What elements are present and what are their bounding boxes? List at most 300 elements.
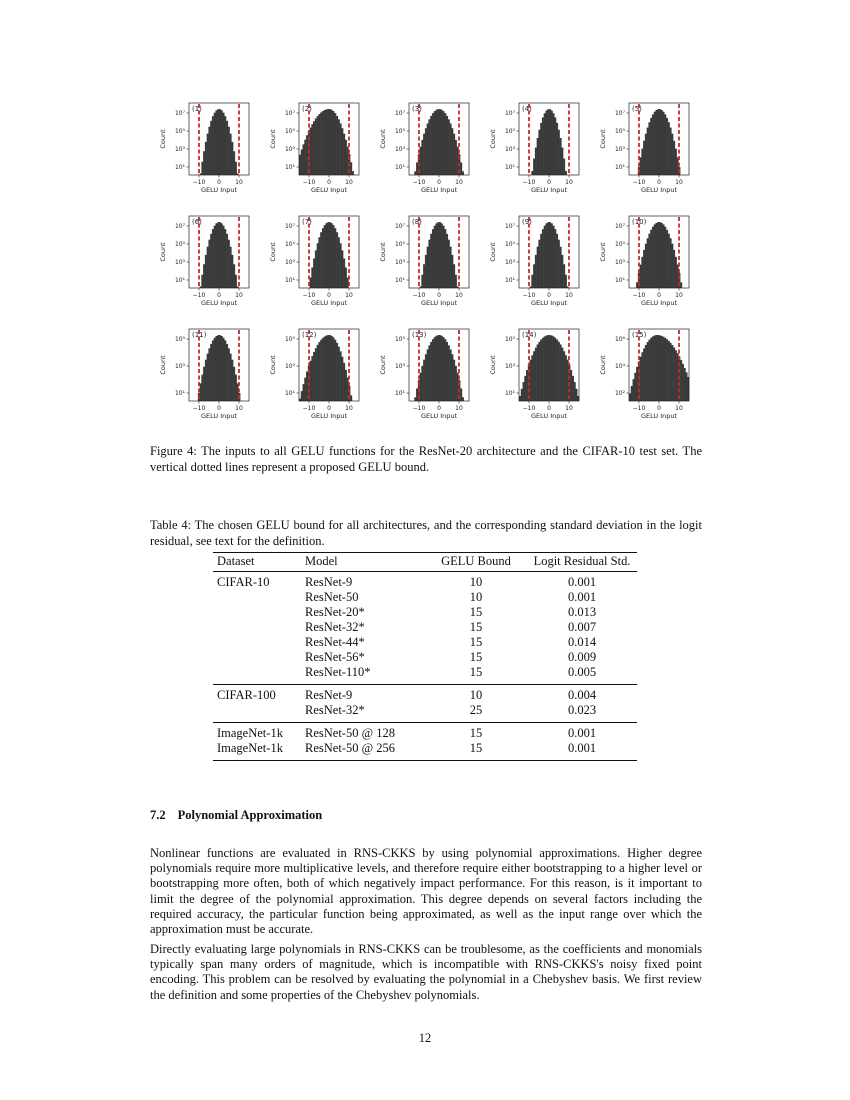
histogram-bar <box>317 116 319 175</box>
histogram-bar <box>343 134 345 175</box>
histogram-bar <box>205 142 207 175</box>
histogram-bar <box>214 226 216 288</box>
histogram-bar <box>336 116 338 175</box>
histogram-bar <box>654 112 656 175</box>
histogram-bar <box>563 159 565 175</box>
x-tick-label: 10 <box>345 179 353 186</box>
histogram-bar <box>217 335 219 401</box>
histogram-bar <box>327 335 329 401</box>
histogram-bar <box>547 109 549 175</box>
histogram-bar <box>231 255 233 288</box>
x-tick-label: −10 <box>522 405 536 412</box>
histogram-bar <box>317 345 319 401</box>
histogram-panel <box>159 329 249 420</box>
gelu-histogram-figure <box>150 96 702 432</box>
histogram-bar <box>652 227 654 288</box>
histogram-panel <box>599 329 689 420</box>
y-tick-label: 10³ <box>504 146 515 153</box>
histogram-bar <box>350 162 352 175</box>
cell-logit-std: 0.023 <box>567 703 597 717</box>
histogram-bar <box>207 247 209 288</box>
histogram-bar <box>208 348 210 401</box>
y-tick-label: 10³ <box>174 146 185 153</box>
y-axis-label: Count <box>159 355 167 375</box>
y-tick-label: 10³ <box>284 146 295 153</box>
histogram-bar <box>322 338 324 401</box>
histogram-bar <box>434 337 436 401</box>
histogram-bar <box>345 268 347 289</box>
panel-label: (9) <box>522 218 532 226</box>
histogram-bar <box>652 114 654 175</box>
histogram-bar <box>310 361 312 401</box>
table-row <box>213 605 637 620</box>
histogram-bar <box>437 335 439 401</box>
histogram-bar <box>663 337 665 401</box>
histogram-bar <box>671 134 673 175</box>
histogram-bar <box>329 335 331 401</box>
x-axis-label: GELU Input <box>200 412 238 420</box>
cell-model: ResNet-32* <box>305 620 365 634</box>
y-axis-label: Count <box>269 355 277 375</box>
histogram-bar <box>668 341 670 401</box>
histogram-bar <box>526 370 528 401</box>
histogram-bar <box>327 109 329 175</box>
section-number: 7.2 <box>150 808 166 822</box>
histogram-bar <box>451 128 453 175</box>
histogram-bar <box>331 223 333 288</box>
histogram-bar <box>560 247 562 288</box>
cell-dataset: ImageNet-1k <box>213 741 301 761</box>
panel-label: (14) <box>522 331 537 339</box>
y-tick-label: 10¹ <box>394 277 405 284</box>
histogram-bar <box>423 134 425 175</box>
histogram-bar <box>441 223 443 288</box>
histogram-bar <box>636 282 638 288</box>
histogram-bar <box>435 223 437 288</box>
y-tick-label: 10³ <box>504 363 515 370</box>
histogram-bar <box>212 116 214 175</box>
cell-gelu-bound: 15 <box>425 723 527 742</box>
y-tick-label: 10⁵ <box>174 336 185 343</box>
histogram-bar <box>430 234 432 288</box>
cell-model: ResNet-9 <box>305 575 353 589</box>
body-paragraph: Directly evaluating large polynomials in RNS-CKKS can be troublesome, as the coefficients and monomials typically span many orders of magnitude, which is incompatible with RNS-CKKS's noisy fixed point encoding. This problem can be resolved by evaluating the polynomial in a Chebyshev basis. We first review the definition and some properties of the Chebyshev polynomials. <box>150 942 702 1002</box>
histogram-bar <box>558 342 560 401</box>
histogram-bar <box>428 345 430 401</box>
histogram-bar <box>446 342 448 401</box>
histogram-bar <box>425 354 427 401</box>
histogram-bar <box>685 372 687 401</box>
x-tick-label: 10 <box>235 405 243 412</box>
histogram-bar <box>663 224 665 288</box>
histogram-bar <box>652 336 654 401</box>
histogram-bar <box>670 343 672 401</box>
histogram-bar <box>544 336 546 401</box>
histogram-panel <box>269 329 359 420</box>
histogram-bar <box>331 110 333 175</box>
histogram-bar <box>641 352 643 401</box>
histogram-bar <box>313 121 315 175</box>
histogram-bar <box>430 342 432 401</box>
y-tick-label: 10⁷ <box>174 110 185 117</box>
histogram-bar <box>682 364 684 401</box>
y-axis-label: Count <box>159 129 167 149</box>
panel-label: (15) <box>632 331 647 339</box>
histogram-bar <box>340 243 342 288</box>
histogram-bar <box>661 110 663 175</box>
cell-model: ResNet-9 <box>301 685 425 704</box>
cell-logit-std: 0.001 <box>527 741 637 761</box>
x-tick-label: 0 <box>217 179 221 186</box>
histogram-bar <box>214 113 216 175</box>
cell-gelu-bound: 10 <box>469 575 483 589</box>
x-tick-label: 0 <box>657 405 661 412</box>
x-tick-label: −10 <box>632 405 646 412</box>
y-tick-label: 10⁵ <box>394 336 405 343</box>
y-axis-label: Count <box>379 242 387 262</box>
histogram-bar <box>223 113 225 175</box>
histogram-bar <box>333 225 335 288</box>
histogram-bar <box>207 134 209 175</box>
y-tick-label: 10⁷ <box>394 223 405 230</box>
x-tick-label: −10 <box>192 405 206 412</box>
histogram-bar <box>306 371 308 401</box>
cell-dataset <box>213 620 301 635</box>
y-tick-label: 10² <box>614 390 625 397</box>
x-tick-label: 0 <box>657 179 661 186</box>
histogram-bar <box>448 345 450 401</box>
histogram-bar <box>224 340 226 401</box>
x-axis-label: GELU Input <box>530 412 568 420</box>
cell-dataset <box>213 590 301 605</box>
x-tick-label: −10 <box>192 292 206 299</box>
table-row <box>213 723 637 742</box>
histogram-bar <box>657 335 659 401</box>
x-tick-label: 10 <box>455 405 463 412</box>
panel-label: (7) <box>302 218 312 226</box>
histogram-bar <box>324 336 326 401</box>
histogram-bar <box>423 264 425 288</box>
histogram-bar <box>643 141 645 175</box>
histogram-bar <box>647 238 649 288</box>
x-tick-label: 0 <box>327 179 331 186</box>
histogram-bar <box>684 368 686 401</box>
histogram-bar <box>654 335 656 401</box>
x-axis-label: GELU Input <box>420 299 458 307</box>
histogram-bar <box>205 360 207 401</box>
histogram-bar <box>324 225 326 288</box>
cell-logit-std: 0.013 <box>567 605 597 619</box>
table-row <box>213 703 637 723</box>
histogram-bar <box>434 226 436 288</box>
panel-label: (10) <box>632 218 647 226</box>
histogram-bar <box>315 118 317 175</box>
histogram-bar <box>223 226 225 288</box>
histogram-bar <box>648 122 650 175</box>
histogram-bar <box>572 376 574 401</box>
y-tick-label: 10⁶ <box>614 336 625 343</box>
histogram-bar <box>215 223 217 288</box>
x-tick-label: 0 <box>327 292 331 299</box>
histogram-bar <box>322 228 324 288</box>
histogram-bar <box>210 344 212 401</box>
histogram-bar <box>207 354 209 401</box>
histogram-bar <box>448 119 450 175</box>
histogram-bar <box>313 258 315 288</box>
histogram-bar <box>350 395 352 401</box>
histogram-bar <box>453 134 455 175</box>
histogram-bar <box>553 113 555 175</box>
histogram-bar <box>432 339 434 401</box>
histogram-bar <box>443 111 445 175</box>
histogram-bar <box>334 228 336 288</box>
histogram-bar <box>233 367 235 401</box>
histogram-bar <box>553 336 555 401</box>
histogram-bar <box>304 378 306 401</box>
histogram-bar <box>217 109 219 175</box>
histogram-bar <box>657 109 659 175</box>
figure-caption: Figure 4: The inputs to all GELU functions for the ResNet-20 architecture and the CIFAR-10 test set. The vertical dotted lines represent a proposed GELU bound. <box>150 444 702 474</box>
x-axis-label: GELU Input <box>200 186 238 194</box>
histogram-bar <box>437 109 439 175</box>
y-tick-label: 10⁵ <box>284 336 295 343</box>
histogram-bar <box>226 234 228 288</box>
histogram-bar <box>203 264 205 288</box>
histogram-bar <box>338 237 340 288</box>
histogram-bar <box>325 223 327 288</box>
histogram-bar <box>439 335 441 401</box>
histogram-bar <box>554 338 556 401</box>
histogram-bar <box>427 247 429 288</box>
histogram-bar <box>425 128 427 175</box>
x-tick-label: −10 <box>632 179 646 186</box>
histogram-bar <box>208 240 210 288</box>
histogram-bar <box>648 234 650 288</box>
histogram-bar <box>203 151 205 175</box>
panel-label: (11) <box>192 331 207 339</box>
y-tick-label: 10³ <box>394 363 405 370</box>
x-tick-label: 10 <box>675 292 683 299</box>
y-tick-label: 10⁴ <box>614 363 625 370</box>
histogram-bar <box>533 264 535 288</box>
histogram-bar <box>423 360 425 401</box>
y-axis-label: Count <box>489 355 497 375</box>
histogram-bar <box>549 335 551 401</box>
histogram-bar <box>574 382 576 401</box>
histogram-bar <box>224 229 226 288</box>
histogram-bar <box>444 339 446 401</box>
histogram-bar <box>670 238 672 288</box>
histogram-bar <box>535 148 537 175</box>
histogram-bar <box>558 240 560 288</box>
y-axis-label: Count <box>489 242 497 262</box>
y-tick-label: 10⁵ <box>284 241 295 248</box>
histogram-bar <box>636 367 638 401</box>
y-tick-label: 10⁵ <box>614 241 625 248</box>
x-axis-label: GELU Input <box>530 186 568 194</box>
histogram-bar <box>648 340 650 401</box>
y-tick-label: 10⁷ <box>394 110 405 117</box>
histogram-bar <box>208 127 210 175</box>
histogram-bar <box>659 335 661 401</box>
y-tick-label: 10¹ <box>174 277 185 284</box>
histogram-bar <box>333 111 335 175</box>
histogram-bar <box>545 336 547 402</box>
histogram-bar <box>201 275 203 288</box>
histogram-panel <box>379 216 469 307</box>
histogram-bar <box>212 340 214 401</box>
x-tick-label: 10 <box>235 179 243 186</box>
y-axis-label: Count <box>599 242 607 262</box>
y-axis-label: Count <box>599 355 607 375</box>
y-axis-label: Count <box>489 129 497 149</box>
x-tick-label: 0 <box>327 405 331 412</box>
y-tick-label: 10⁷ <box>504 110 515 117</box>
cell-gelu-bound: 15 <box>425 741 527 761</box>
histogram-bar <box>320 232 322 288</box>
histogram-bar <box>315 348 317 401</box>
histogram-bar <box>561 255 563 288</box>
histogram-panel <box>269 216 359 307</box>
table-header-row <box>213 553 637 572</box>
cell-gelu-bound: 15 <box>469 635 483 649</box>
histogram-bar <box>661 223 663 288</box>
y-tick-label: 10³ <box>504 259 515 266</box>
histogram-bar <box>311 124 313 175</box>
histogram-bar <box>531 355 533 401</box>
histogram-bar <box>563 264 565 288</box>
histogram-bar <box>315 250 317 288</box>
y-tick-label: 10¹ <box>504 390 515 397</box>
histogram-bar <box>201 375 203 401</box>
histogram-bar <box>427 123 429 175</box>
histogram-bar <box>655 110 657 175</box>
histogram-bar <box>325 109 327 175</box>
histogram-bar <box>450 247 452 288</box>
histogram-bar <box>524 376 526 401</box>
cell-dataset <box>213 650 301 665</box>
histogram-bar <box>565 355 567 401</box>
histogram-bar <box>533 351 535 401</box>
histogram-bar <box>427 349 429 401</box>
x-axis-label: GELU Input <box>420 412 458 420</box>
histogram-bar <box>575 389 577 401</box>
x-axis-label: GELU Input <box>640 186 678 194</box>
histogram-bar <box>673 348 675 401</box>
x-tick-label: 10 <box>675 179 683 186</box>
gelu-bound-table <box>213 552 637 761</box>
histogram-bar <box>223 338 225 401</box>
y-tick-label: 10³ <box>614 146 625 153</box>
histogram-bar <box>663 112 665 175</box>
y-tick-label: 10¹ <box>284 164 295 171</box>
histogram-bar <box>434 111 436 175</box>
histogram-bar <box>451 255 453 288</box>
x-tick-label: 0 <box>547 292 551 299</box>
histogram-bar <box>650 338 652 401</box>
histogram-bar <box>416 388 418 401</box>
histogram-bar <box>441 110 443 175</box>
histogram-bar <box>341 357 343 401</box>
histogram-bar <box>306 135 308 175</box>
cell-model: ResNet-110* <box>305 665 371 679</box>
histogram-bar <box>666 339 668 401</box>
x-tick-label: 0 <box>217 292 221 299</box>
histogram-bar <box>654 224 656 288</box>
histogram-bar <box>425 255 427 288</box>
y-tick-label: 10⁷ <box>614 110 625 117</box>
histogram-bar <box>643 250 645 288</box>
histogram-bar <box>327 222 329 288</box>
histogram-bar <box>233 264 235 288</box>
histogram-bar <box>657 222 659 288</box>
histogram-bar <box>230 134 232 175</box>
histogram-bar <box>441 336 443 401</box>
y-tick-label: 10¹ <box>394 390 405 397</box>
histogram-bar <box>333 337 335 401</box>
histogram-bar <box>553 226 555 288</box>
histogram-panel <box>159 103 249 194</box>
table-row <box>213 741 637 761</box>
histogram-bar <box>645 345 647 401</box>
histogram-bar <box>340 351 342 401</box>
histogram-bar <box>558 130 560 175</box>
histogram-bar <box>537 247 539 288</box>
histogram-bar <box>345 370 347 401</box>
histogram-bar <box>430 116 432 175</box>
y-tick-label: 10⁵ <box>504 336 515 343</box>
histogram-bar <box>334 113 336 175</box>
x-axis-label: GELU Input <box>310 299 348 307</box>
x-tick-label: 0 <box>437 405 441 412</box>
x-tick-label: −10 <box>632 292 646 299</box>
histogram-bar <box>343 258 345 288</box>
histogram-bar <box>664 338 666 401</box>
cell-dataset: CIFAR-10 <box>217 575 270 589</box>
histogram-bar <box>460 388 462 401</box>
y-tick-label: 10⁵ <box>504 128 515 135</box>
y-tick-label: 10¹ <box>174 390 185 397</box>
y-tick-label: 10¹ <box>504 164 515 171</box>
histogram-bar <box>203 367 205 401</box>
histogram-bar <box>531 275 533 288</box>
table-row <box>213 685 637 704</box>
y-tick-label: 10³ <box>284 259 295 266</box>
histogram-bar <box>556 234 558 288</box>
histogram-bar <box>540 123 542 175</box>
x-axis-label: GELU Input <box>640 412 678 420</box>
x-tick-label: 10 <box>235 292 243 299</box>
x-tick-label: 0 <box>547 179 551 186</box>
histogram-bar <box>671 244 673 288</box>
histogram-bar <box>228 348 230 401</box>
histogram-bar <box>675 257 677 288</box>
y-axis-label: Count <box>159 242 167 262</box>
histogram-bar <box>352 171 354 175</box>
histogram-bar <box>414 397 416 401</box>
cell-model: ResNet-50 <box>305 590 359 604</box>
histogram-bar <box>235 162 237 175</box>
histogram-bar <box>219 335 221 401</box>
histogram-bar <box>563 351 565 401</box>
histogram-bar <box>443 226 445 288</box>
histogram-panel <box>599 103 689 194</box>
x-tick-label: 10 <box>565 179 573 186</box>
x-tick-label: −10 <box>302 292 316 299</box>
histogram-bar <box>655 335 657 401</box>
table-row <box>213 620 637 635</box>
y-tick-label: 10¹ <box>174 164 185 171</box>
